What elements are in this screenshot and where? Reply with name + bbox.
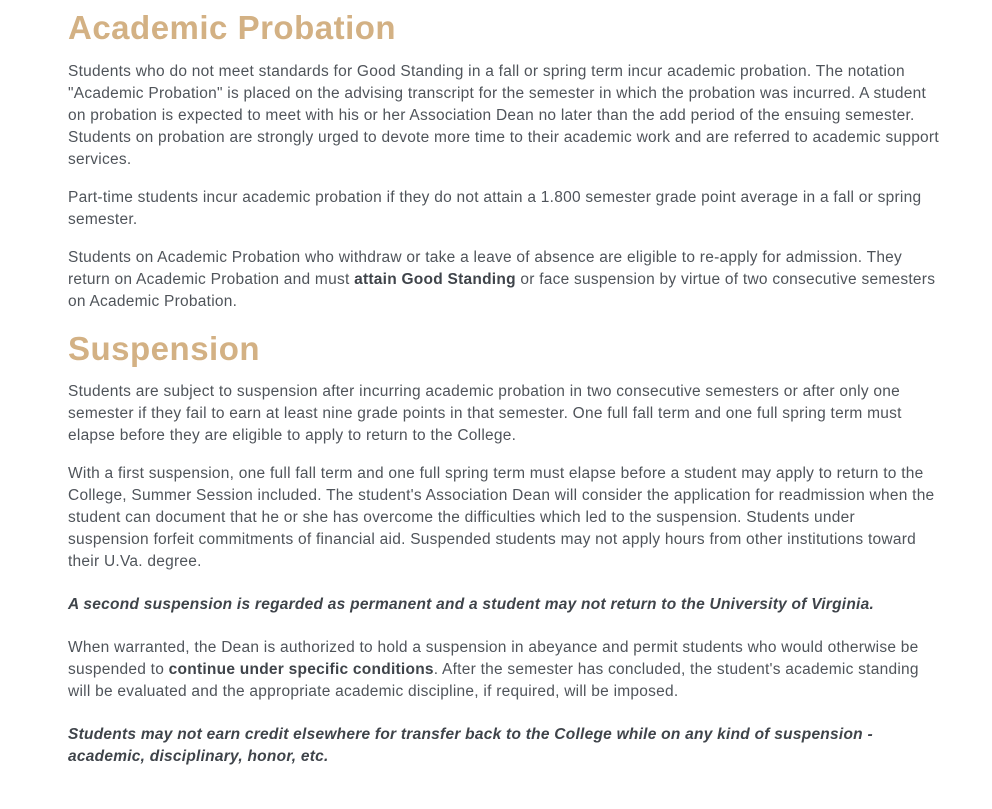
paragraph: Students are subject to suspension after incurring academic probation in two consecutive semesters or after only one semester if they fail to earn at least nine grade points in that semester. One full fall term and one full spring term must elapse before they are eligible to apply to return to the College. [68,383,902,445]
paragraph: With a first suspension, one full fall term and one full spring term must elapse before a student may apply to return to the College, Summer Session included. The student's Association Dean will consider the application for readmission when the student can document that he or she has overcome the difficulties which led to the suspension. Students under suspension forfeit commitments of financial aid. Suspended students may not apply hours from other institutions toward their U.Va. degree. [68,465,935,571]
section-heading-academic-probation: Academic Probation [68,9,397,46]
bold-text: continue under specific conditions [168,661,434,679]
document-body [68,8,940,768]
section-heading-suspension: Suspension [68,329,261,367]
paragraph: When warranted, the Dean is authorized to hold a suspension in abeyance and permit students who would otherwise be suspended to continue under specific conditions. After the semester has concluded, the student's academic standing will be evaluated and the appropriate academic discipline, if required, will be imposed. [68,639,919,701]
paragraph: Part-time students incur academic probation if they do not attain a 1.800 semester grade point average in a fall or spring semester. [68,188,922,228]
emphasis-paragraph: Students may not earn credit elsewhere for transfer back to the College while on any kind of suspension - academic, disciplinary, honor, etc. [68,726,873,766]
bold-text: attain Good Standing [354,270,516,288]
paragraph: Students on Academic Probation who withdraw or take a leave of absence are eligible to re-apply for admission. They return on Academic Probation and must attain Good Standing or face suspension by virtue of two consecutive semesters on Academic Probation. [68,248,936,310]
paragraph: Students who do not meet standards for Good Standing in a fall or spring term incur academic probation. The notation "Academic Probation" is placed on the advising transcript for the semester in which the probation was incurred. A student on probation is expected to meet with his or her Association Dean no later than the add period of the ensuing semester. Students on probation are strongly urged to devote more time to their academic work and are referred to academic support services. [68,62,939,168]
emphasis-paragraph: A second suspension is regarded as permanent and a student may not return to the University of Virginia. [68,596,875,614]
